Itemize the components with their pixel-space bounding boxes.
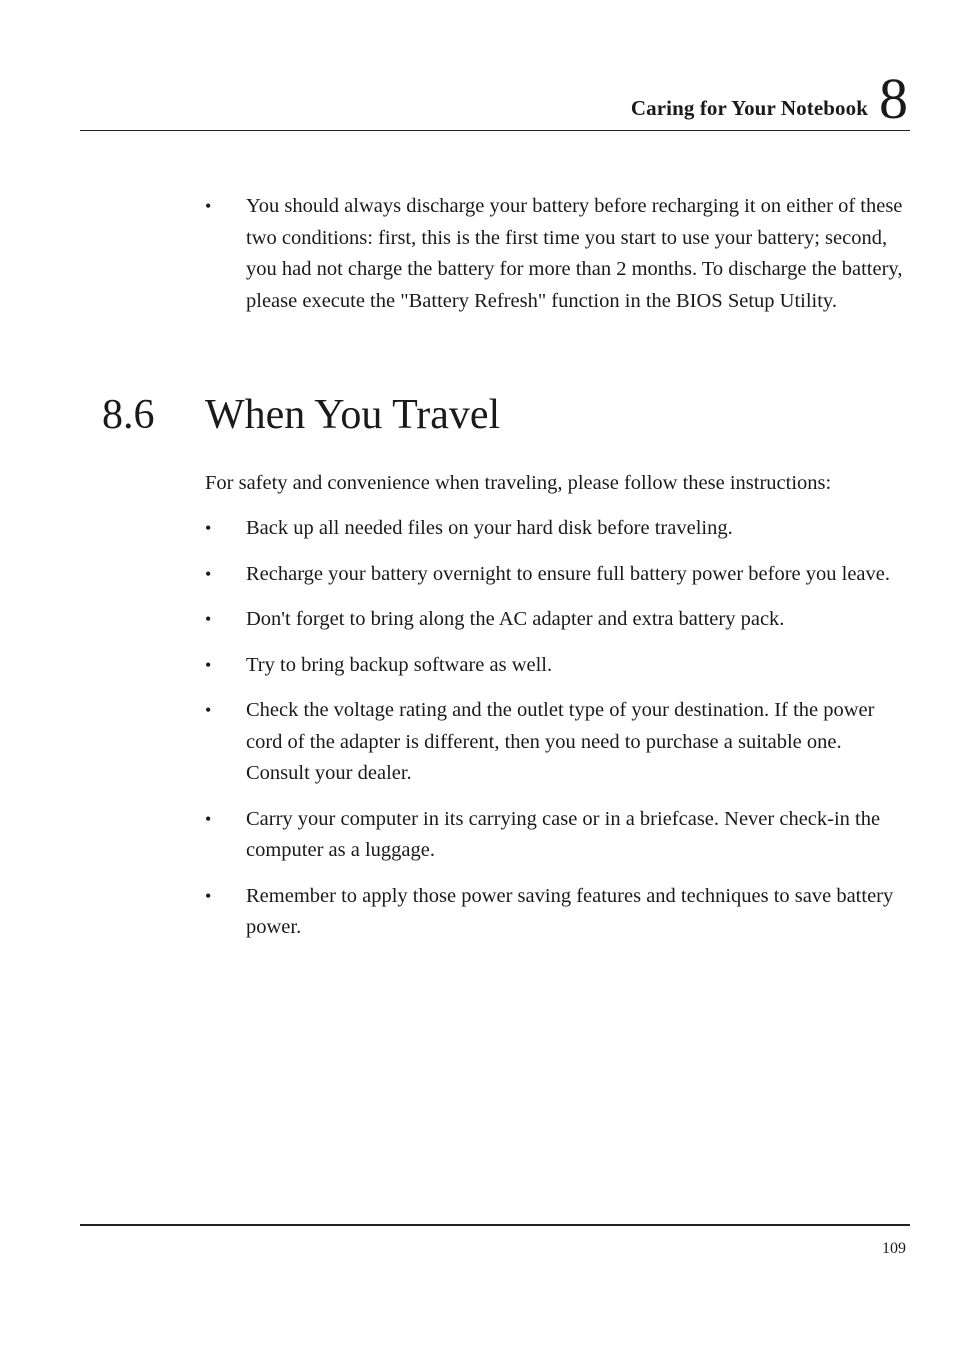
list-item [205, 604, 910, 636]
list-item-text: Check the voltage rating and the outlet type of your destination. If the power cord of the adapter is different, then you need to purchase a suitable one. Consult your dealer. [246, 699, 875, 784]
page-number: 109 [882, 1240, 906, 1257]
list-item-text: Try to bring backup software as well. [246, 653, 553, 676]
list-item-text: Remember to apply those power saving features and techniques to save battery power. [246, 884, 894, 938]
list-item [205, 804, 910, 867]
travel-bullet-list [205, 513, 910, 958]
list-item-text: Back up all needed files on your hard disk before traveling. [246, 517, 733, 539]
battery-bullet-list [205, 191, 910, 331]
section-title: When You Travel [205, 392, 501, 438]
header-title: Caring for Your Notebook [630, 96, 868, 120]
list-item [205, 559, 910, 591]
chapter-number: 8 [879, 66, 908, 131]
list-item-text: You should always discharge your battery before recharging it on either of these two conditions: first, this is the first time you start to use your battery; second, you had not charge the battery for more than 2 months. To discharge the battery, please execute the "Battery Refresh" function in the BIOS Setup Utility. [246, 195, 903, 312]
bullet-marker: • [205, 563, 212, 584]
list-item-text: Recharge your battery overnight to ensure full battery power before you leave. [246, 562, 890, 585]
bullet-marker: • [205, 609, 212, 629]
list-item-text: Don't forget to bring along the AC adapter and extra battery pack. [246, 608, 785, 630]
section-intro: For safety and convenience when traveling, please follow these instructions: [205, 472, 832, 494]
bullet-marker: • [205, 654, 212, 675]
list-item [205, 513, 910, 545]
list-item-text: Carry your computer in its carrying case or in a briefcase. Never check-in the computer as a luggage. [246, 807, 881, 861]
footer-divider [80, 1224, 910, 1226]
page-header [80, 66, 910, 131]
bullet-marker: • [205, 885, 212, 906]
bullet-marker: • [205, 196, 212, 216]
bullet-marker: • [205, 808, 212, 829]
bullet-marker: • [205, 700, 212, 720]
list-item [205, 191, 910, 317]
bullet-marker: • [205, 518, 212, 538]
list-item [205, 650, 910, 682]
list-item [205, 881, 910, 944]
list-item [205, 695, 910, 790]
section-number: 8.6 [102, 392, 155, 438]
